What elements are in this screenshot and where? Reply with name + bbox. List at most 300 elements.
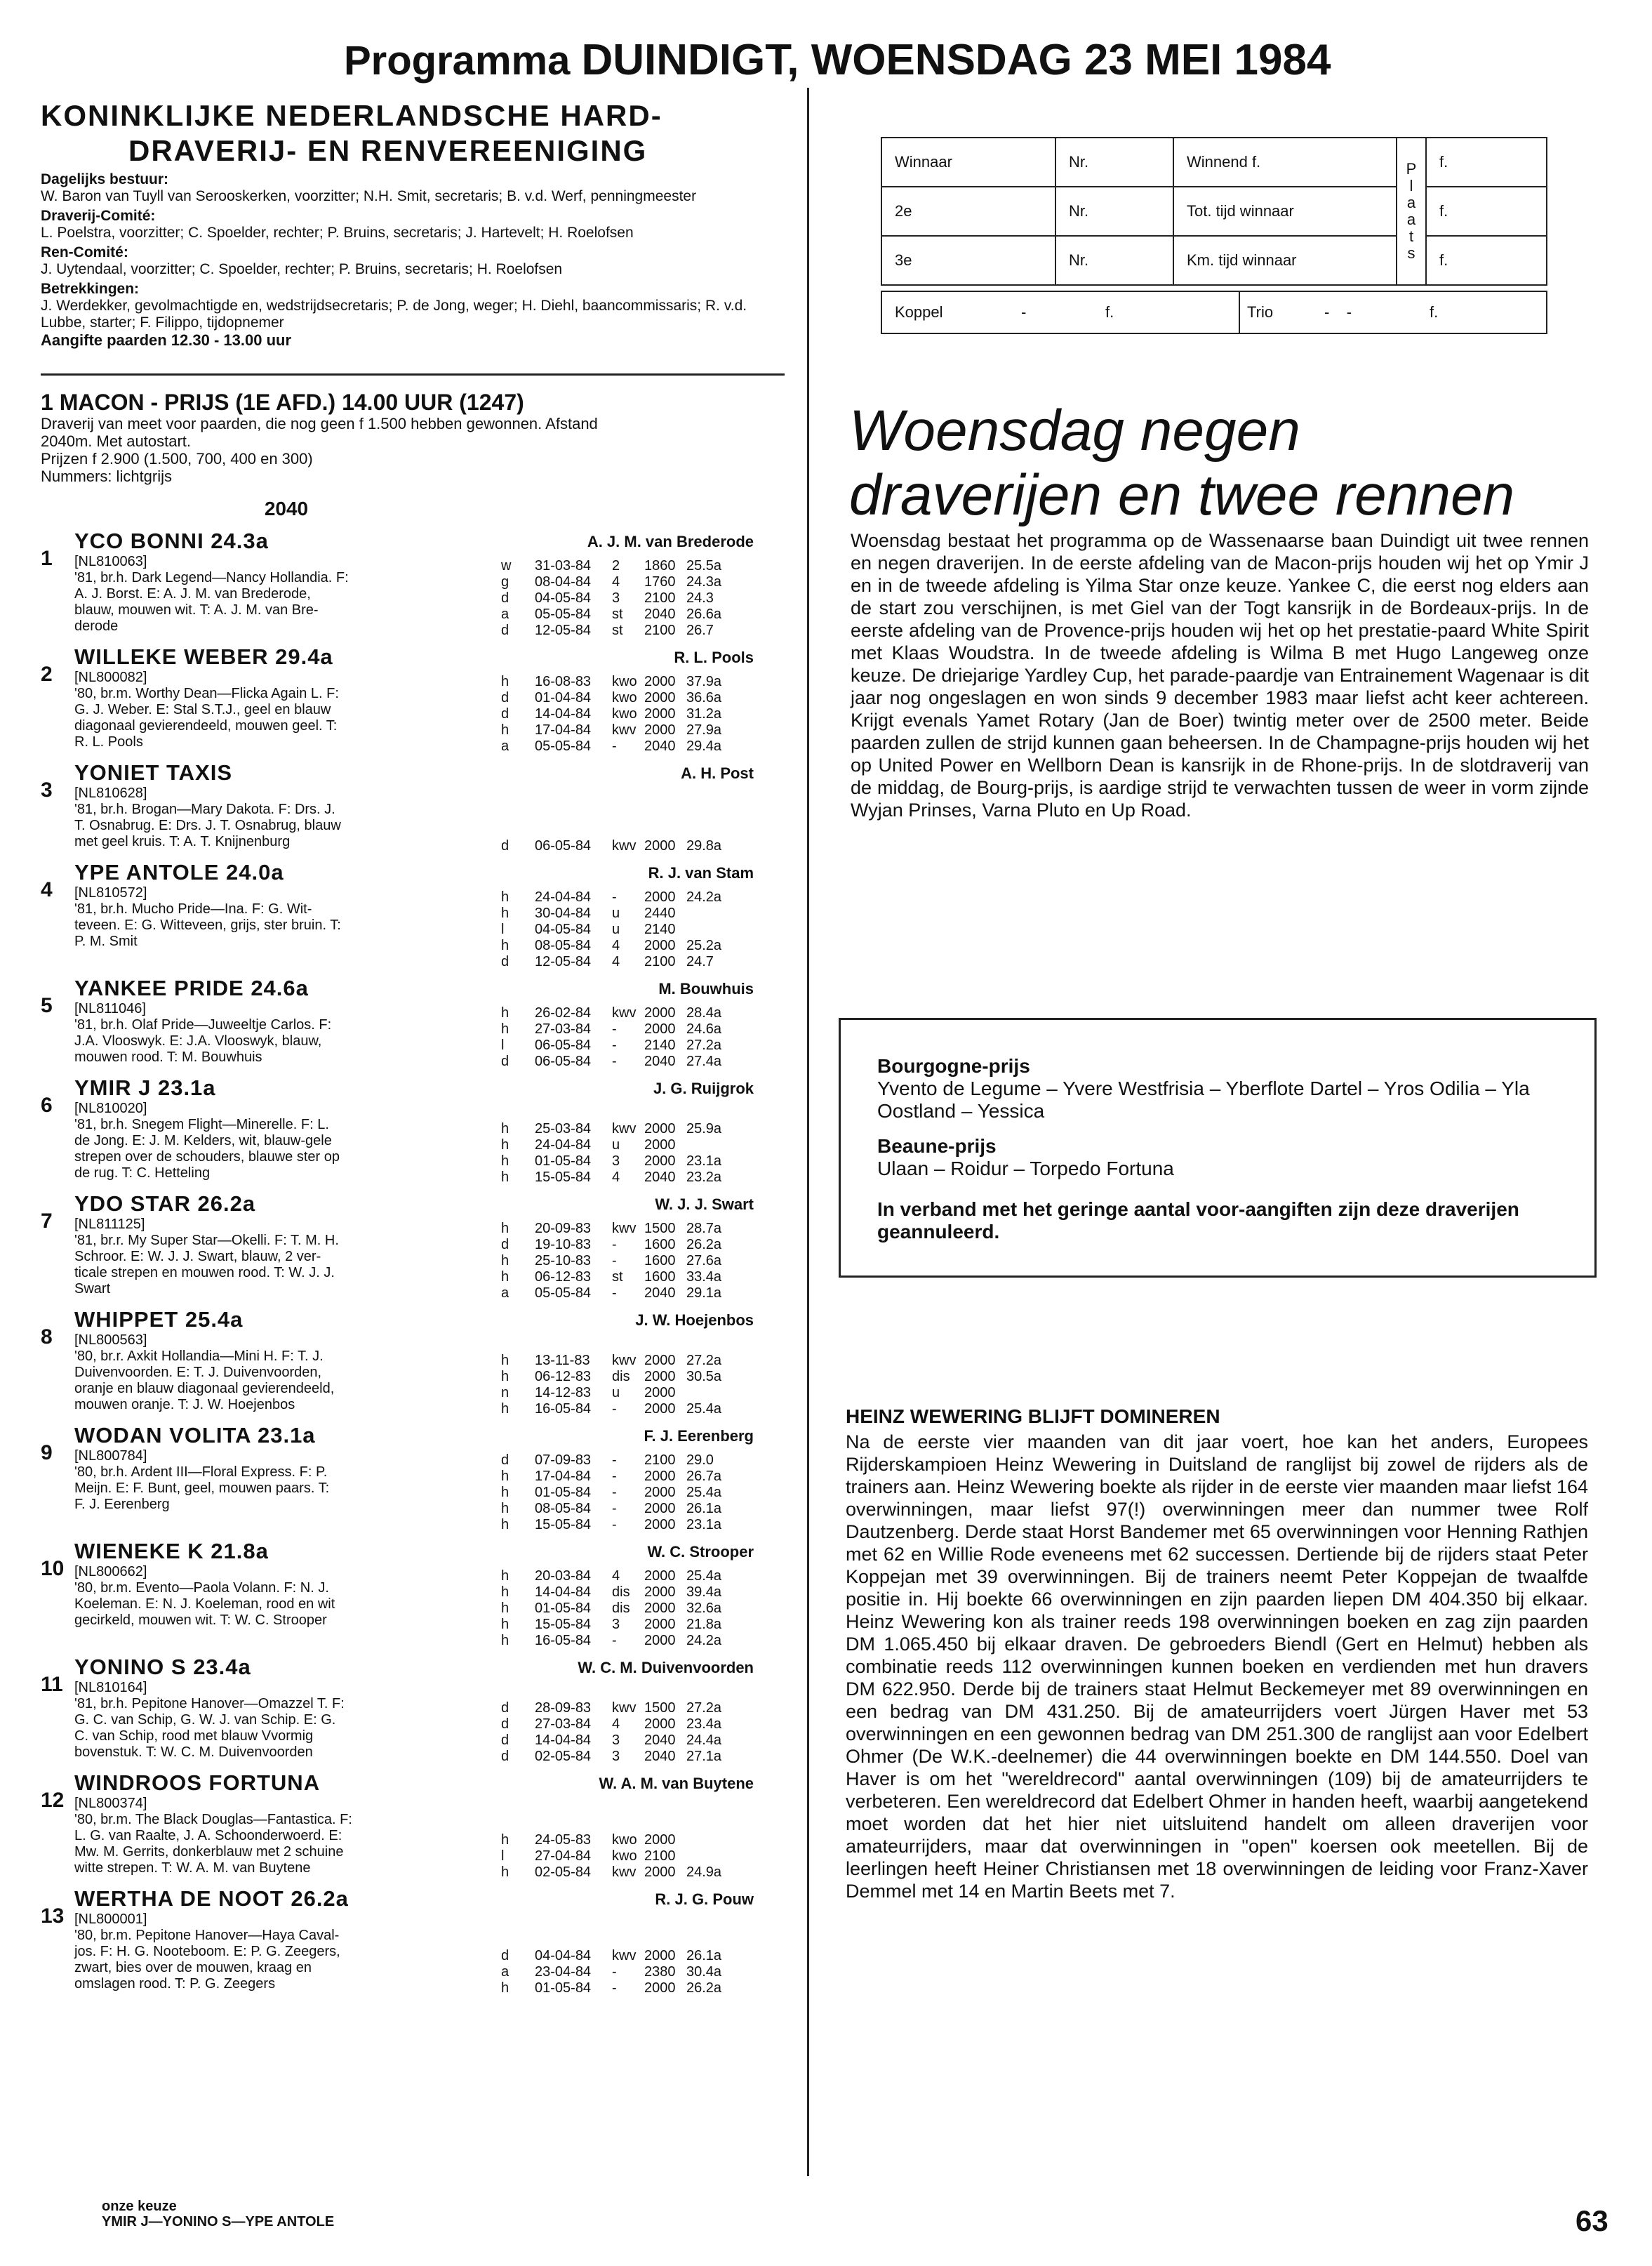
performance-cell: 2000 — [644, 1121, 676, 1137]
performance-row — [501, 838, 754, 854]
performance-cell: 27-04-84 — [535, 1848, 592, 1864]
performance-cell: 2000 — [644, 838, 676, 854]
performance-cell: 06-05-84 — [535, 1038, 592, 1053]
trio-label: Trio — [1247, 303, 1274, 321]
horse-entry — [41, 1886, 785, 1996]
performance-cell: 29.1a — [686, 1285, 722, 1301]
performance-cell: 26.2a — [686, 1237, 722, 1252]
performance-cell: h — [501, 1369, 509, 1384]
performance-cell: 2000 — [644, 1716, 676, 1732]
horse-performance — [501, 1655, 754, 1765]
performance-cell: 30.4a — [686, 1964, 722, 1980]
performance-cell: 32.6a — [686, 1601, 722, 1616]
performance-cell: h — [501, 889, 509, 905]
performance-cell: h — [501, 1584, 509, 1600]
performance-cell: l — [501, 1038, 505, 1053]
performance-cell: 2000 — [644, 1401, 676, 1417]
performance-cell: u — [612, 1137, 620, 1153]
perf-spacer — [501, 1214, 754, 1221]
performance-cell: kwo — [612, 1832, 637, 1848]
horse-performance — [501, 1886, 754, 1996]
performance-cell: 4 — [612, 1568, 620, 1584]
performance-cell: 25.2a — [686, 938, 722, 953]
performance-cell: 2 — [612, 558, 620, 574]
cancel-box — [839, 1018, 1597, 1278]
horse-info-line: '81, br.h. Dark Legend—Nancy Hollandia. F: — [74, 570, 349, 585]
horse-number: 12 — [41, 1789, 65, 1812]
performance-cell: h — [501, 1121, 509, 1137]
performance-cell: 06-12-83 — [535, 1269, 592, 1285]
plaats-label — [1397, 138, 1426, 285]
horse-performance — [501, 1539, 754, 1649]
horse-details — [74, 1423, 501, 1533]
performance-row — [501, 1568, 754, 1584]
horse-number: 5 — [41, 994, 53, 1017]
performance-row — [501, 938, 754, 954]
race-title: 1 MACON - PRIJS (1E AFD.) 14.00 UUR (1247) — [41, 390, 524, 415]
horse-entry — [41, 1539, 785, 1649]
performance-cell: 1760 — [644, 574, 676, 590]
performance-cell: u — [612, 1385, 620, 1400]
horse-name: WODAN VOLITA 23.1a — [74, 1423, 316, 1447]
performance-cell: 2000 — [644, 1633, 676, 1648]
horse-trainer: A. H. Post — [681, 764, 754, 782]
performance-cell: kwo — [612, 1848, 637, 1864]
bourgogne-title: Bourgogne-prijs — [877, 1055, 1030, 1077]
performance-cell: 17-04-84 — [535, 1469, 592, 1484]
performance-row — [501, 1353, 754, 1369]
perf-spacer — [501, 667, 754, 674]
horse-name: YMIR J 23.1a — [74, 1075, 216, 1100]
performance-cell: 25-03-84 — [535, 1121, 592, 1137]
performance-cell: 08-05-84 — [535, 1501, 592, 1516]
performance-cell: w — [501, 558, 512, 574]
performance-cell: h — [501, 1517, 509, 1532]
performance-cell: 30-04-84 — [535, 906, 592, 921]
horse-name: YONINO S 23.4a — [74, 1655, 251, 1679]
horse-details — [74, 1191, 501, 1301]
performance-cell: 02-05-84 — [535, 1864, 592, 1880]
performance-cell: kwv — [612, 1948, 637, 1963]
performance-row — [501, 1617, 754, 1633]
horse-info-line: Mw. M. Gerrits, donkerblauw met 2 schuine — [74, 1844, 344, 1860]
horse-info-line: '81, br.r. My Super Star—Okelli. F: T. M. H. — [74, 1233, 339, 1248]
performance-cell: 2000 — [644, 1153, 676, 1169]
performance-cell: 24.7 — [686, 954, 714, 969]
performance-cell: 2000 — [644, 1501, 676, 1516]
performance-cell: 26-02-84 — [535, 1005, 592, 1021]
horse-entry — [41, 1075, 785, 1186]
horse-number: 9 — [41, 1441, 53, 1464]
km-tijd-label: Km. tijd winnaar — [1173, 236, 1397, 285]
organization-name-line2: DRAVERIJ- EN RENVEREENIGING — [128, 134, 648, 167]
performance-cell: 2100 — [644, 623, 676, 638]
horse-performance — [501, 976, 754, 1070]
horse-entry — [41, 1655, 785, 1765]
performance-cell: 31-03-84 — [535, 558, 592, 574]
performance-cell: 02-05-84 — [535, 1749, 592, 1764]
performance-cell: kwv — [612, 1864, 637, 1880]
performance-cell: 2000 — [644, 1864, 676, 1880]
horse-details — [74, 860, 501, 970]
horse-info-line: '80, br.m. Worthy Dean—Flicka Again L. F: — [74, 686, 339, 701]
plaats-letter: s — [1407, 244, 1415, 262]
horse-trainer: M. Bouwhuis — [658, 980, 754, 998]
performance-row — [501, 1948, 754, 1964]
performance-row — [501, 1584, 754, 1601]
performance-row — [501, 1964, 754, 1980]
performance-cell: 2000 — [644, 1948, 676, 1963]
headline-line1: Woensdag negen — [849, 399, 1300, 463]
performance-cell: 2000 — [644, 1617, 676, 1632]
performance-cell: 2040 — [644, 738, 676, 754]
horse-info-line: '81, br.h. Brogan—Mary Dakota. F: Drs. J. — [74, 802, 335, 817]
performance-cell: 4 — [612, 1716, 620, 1732]
heinz-article-body: Na de eerste vier maanden van dit jaar voert, hoe kan het anders, Europees Rijderskampioen Heinz Wewering in Duitsland de ranglijst bij zowel de rijders als de trainers aan. Heinz Wewering boekte als rijder in de eerste vier maanden maar liefst 164 overwinningen, maar liefst 97(!) overwinningen meer dan nummer twee Rolf Dautzenberg. Derde staat Horst Bandemer met 65 overwinningen voor Henning Rathjen met 62 en Willie Rode eveneens met 62 successen. Dertiende bij de rijders staat Peter Koppejan met 39 overwinningen. Bij de trainers neemt Peter Koppejan de twaalfde positie in. Hij boekte 66 overwinningen en zijn paarden liepen DM 404.350 bij elkaar. Heinz Wewering kon als trainer reeds 198 overwinningen boeken en zag zijn paarden DM 1.065.450 bij elkaar draven. De gebroeders Biendl (Gert en Helmut) hebben als combinatie reeds 112 overwinningen kunnen boeken en verdienden met hun dravers DM 622.950. Derde bij de trainers staat Helmut Beckemeyer met 89 overwinningen en een bedrag van DM 431.250. Bij de amateurrijders voert Jürgen Haver met 53 overwinningen en een gewonnen bedrag van DM 251.300 de ranglijst aan voor Edelbert Ohmer (De W.K.-deelnemer) die 44 overwinningen boekte en DM 144.550. Doel van Haver is om het "wereldrecord" aantal overwinningen (109) bij de amateurrijders te verbeteren. Een wereldrecord dat Edelbert Ohmer in handen heeft, waarbij aangetekend moet worden dat het hier niet uitsluitend handelt om alleen draverijen voor amateurrijders, maar dat overwinningen in "open" koersen ook meetellen. Bij de leerlingen heeft Heiner Christiansen met 18 overwinningen de leiding voor Franz-Xaver Demmel met 14 en Martin Beets met 7. — [846, 1431, 1588, 1902]
horse-details — [74, 644, 501, 755]
horse-info-line: J.A. Vlooswyk. E: J.A. Vlooswyk, blauw, — [74, 1033, 322, 1049]
horse-info-line: '81, br.h. Mucho Pride—Ina. F: G. Wit- — [74, 901, 312, 917]
performance-cell: 26.1a — [686, 1501, 722, 1516]
performance-row — [501, 607, 754, 623]
performance-cell: 2440 — [644, 906, 676, 921]
performance-cell: 2040 — [644, 1285, 676, 1301]
horse-info-line: Koeleman. E: N. J. Koeleman, rood en wit — [74, 1596, 335, 1612]
perf-spacer — [501, 1677, 754, 1700]
race-info-line: Prijzen f 2.900 (1.500, 700, 400 en 300) — [41, 450, 313, 468]
plaats-letter: t — [1408, 227, 1414, 245]
performance-cell: h — [501, 1269, 509, 1285]
perf-spacer — [501, 1098, 754, 1121]
section-divider — [41, 373, 785, 376]
horse-entry — [41, 644, 785, 755]
horse-info-line: '80, br.m. The Black Douglas—Fantastica. F: — [74, 1812, 352, 1827]
performance-cell: 23.4a — [686, 1716, 722, 1732]
performance-row — [501, 1864, 754, 1881]
performance-row — [501, 722, 754, 738]
performance-cell: 24.4a — [686, 1732, 722, 1748]
performance-cell: 14-04-84 — [535, 1732, 592, 1748]
horse-info-line: met geel kruis. T: A. T. Knijnenburg — [74, 834, 291, 849]
performance-cell: 24.6a — [686, 1021, 722, 1037]
performance-cell: h — [501, 1568, 509, 1584]
horse-info-line: Schroor. E: W. J. J. Swart, blauw, 2 ver- — [74, 1249, 321, 1264]
horse-info-line: Meijn. E: F. Bunt, geel, mouwen paars. T: — [74, 1480, 330, 1496]
performance-cell: 4 — [612, 938, 620, 953]
performance-cell: h — [501, 1601, 509, 1616]
performance-cell: 16-08-83 — [535, 674, 592, 689]
performance-cell: 16-05-84 — [535, 1401, 592, 1417]
horse-entry — [41, 1191, 785, 1301]
horse-info-line: de Jong. E: J. M. Kelders, wit, blauw-gele — [74, 1133, 332, 1148]
performance-row — [501, 574, 754, 590]
performance-cell: h — [501, 1021, 509, 1037]
performance-row — [501, 1021, 754, 1038]
bourgogne-horses: Yvento de Legume – Yvere Westfrisia – Yberflote Dartel – Yros Odilia – Yla Oostland – Yessica — [877, 1078, 1530, 1122]
performance-cell: 04-05-84 — [535, 922, 592, 937]
performance-cell: 2040 — [644, 1749, 676, 1764]
horse-info-line: [NL810164] — [74, 1680, 147, 1695]
performance-cell: h — [501, 1633, 509, 1648]
performance-cell: h — [501, 1864, 509, 1880]
org-section-label: Betrekkingen: — [41, 281, 140, 297]
horse-info-line: strepen over de schouders, blauwe ster op — [74, 1149, 340, 1165]
page-title — [344, 35, 1331, 85]
horse-details — [74, 1886, 501, 1996]
performance-row — [501, 1137, 754, 1153]
performance-cell: 06-12-83 — [535, 1369, 592, 1384]
horse-info-line: '80, br.h. Ardent III—Floral Express. F: P. — [74, 1464, 328, 1480]
performance-cell: st — [612, 1269, 623, 1285]
horse-info-line: [NL800563] — [74, 1332, 147, 1348]
performance-cell: 19-10-83 — [535, 1237, 592, 1252]
horse-name: WINDROOS FORTUNA — [74, 1770, 321, 1795]
performance-cell: kwo — [612, 706, 637, 722]
performance-cell: 1600 — [644, 1237, 676, 1252]
performance-cell: 2000 — [644, 1021, 676, 1037]
horse-info-line: [NL800374] — [74, 1796, 147, 1811]
horse-trainer: W. C. M. Duivenvoorden — [578, 1659, 754, 1676]
performance-cell — [686, 906, 735, 922]
performance-cell: - — [612, 889, 617, 905]
horse-performance — [501, 760, 754, 854]
horse-info-line: omslagen rood. T: P. G. Zeegers — [74, 1976, 276, 1992]
performance-cell: d — [501, 954, 509, 969]
org-section-text: L. Poelstra, voorzitter; C. Spoelder, rechter; P. Bruins, secretaris; J. Hartevelt; H. Roelofsen — [41, 225, 634, 241]
horse-trainer: W. A. M. van Buytene — [599, 1775, 754, 1792]
performance-cell: 01-05-84 — [535, 1153, 592, 1169]
performance-cell: 24.9a — [686, 1864, 722, 1880]
horse-info-line: [NL810628] — [74, 786, 147, 801]
performance-cell: d — [501, 1948, 509, 1963]
race-distance: 2040 — [264, 498, 309, 519]
performance-cell: 3 — [612, 590, 620, 606]
headline-line2: draverijen en twee rennen — [849, 463, 1515, 527]
horse-info-line: [NL800784] — [74, 1448, 147, 1464]
horse-info-line: C. van Schip, rood met blauw Vvormig — [74, 1728, 314, 1744]
koppel-f: f. — [1105, 291, 1240, 333]
performance-cell: 27-03-84 — [535, 1716, 592, 1732]
performance-cell: 20-09-83 — [535, 1221, 592, 1236]
performance-cell: st — [612, 607, 623, 622]
performance-cell: kwv — [612, 838, 637, 854]
performance-cell: a — [501, 1964, 509, 1980]
performance-cell: 24.2a — [686, 1633, 722, 1648]
performance-cell: - — [612, 1469, 617, 1484]
koppel-label: Koppel — [895, 303, 943, 321]
performance-cell: 2000 — [644, 1385, 676, 1400]
koppel-dash: - — [1021, 303, 1027, 321]
performance-cell: 27.2a — [686, 1038, 722, 1053]
performance-cell: 2000 — [644, 1369, 676, 1384]
performance-cell: d — [501, 1732, 509, 1748]
race-info-line: Nummers: lichtgrijs — [41, 468, 173, 485]
performance-cell: 3 — [612, 1732, 620, 1748]
performance-cell: d — [501, 1054, 509, 1069]
performance-cell: n — [501, 1385, 509, 1400]
horse-entry — [41, 1770, 785, 1881]
performance-cell: 04-04-84 — [535, 1948, 592, 1963]
heinz-article-title: HEINZ WEWERING BLIJFT DOMINEREN — [846, 1405, 1220, 1427]
performance-cell: - — [612, 1285, 617, 1301]
performance-cell: 28-09-83 — [535, 1700, 592, 1716]
performance-cell: 25.4a — [686, 1485, 722, 1500]
performance-cell: 2000 — [644, 1137, 676, 1153]
horse-info-line: '81, br.h. Snegem Flight—Minerelle. F: L. — [74, 1117, 329, 1132]
perf-spacer — [501, 882, 754, 889]
performance-cell: d — [501, 1237, 509, 1252]
performance-cell: 26.2a — [686, 1980, 722, 1996]
performance-row — [501, 1848, 754, 1864]
performance-cell: kwv — [612, 1005, 637, 1021]
perf-spacer — [501, 1793, 754, 1832]
performance-cell: 2000 — [644, 1980, 676, 1996]
performance-cell: h — [501, 1353, 509, 1368]
performance-cell: - — [612, 1964, 617, 1980]
performance-cell: 24.3a — [686, 574, 722, 590]
tweede-label: 2e — [881, 187, 1055, 236]
performance-cell: 2000 — [644, 1353, 676, 1368]
performance-cell: 27-03-84 — [535, 1021, 592, 1037]
performance-cell: 3 — [612, 1617, 620, 1632]
horse-details — [74, 529, 501, 639]
horse-entry — [41, 976, 785, 1070]
performance-cell: dis — [612, 1601, 630, 1616]
winnaar-label: Winnaar — [881, 138, 1055, 187]
performance-cell: d — [501, 690, 509, 705]
performance-cell: 26.1a — [686, 1948, 722, 1963]
performance-cell: 28.4a — [686, 1005, 722, 1021]
horse-performance — [501, 1191, 754, 1301]
performance-cell: 4 — [612, 1170, 620, 1185]
performance-cell: 20-03-84 — [535, 1568, 592, 1584]
performance-row — [501, 1385, 754, 1401]
performance-cell: 30.5a — [686, 1369, 722, 1384]
horse-performance — [501, 644, 754, 755]
performance-cell: h — [501, 1617, 509, 1632]
performance-cell: 15-05-84 — [535, 1170, 592, 1185]
performance-row — [501, 558, 754, 574]
performance-cell: 2040 — [644, 1170, 676, 1185]
performance-cell: 05-05-84 — [535, 607, 592, 622]
koppel-trio-row — [881, 291, 1547, 334]
performance-row — [501, 1253, 754, 1269]
performance-cell: 25.4a — [686, 1401, 722, 1417]
horse-name: YONIET TAXIS — [74, 760, 233, 785]
perf-spacer — [501, 998, 754, 1005]
performance-cell: u — [612, 906, 620, 921]
page-title-prefix: Programma — [344, 38, 582, 84]
performance-cell: - — [612, 1501, 617, 1516]
performance-cell: 2140 — [644, 1038, 676, 1053]
perf-spacer — [501, 1561, 754, 1568]
horse-name: YCO BONNI 24.3a — [74, 529, 269, 553]
organization-block — [41, 98, 785, 350]
org-section-text: J. Uytendaal, voorzitter; C. Spoelder, rechter; P. Bruins, secretaris; H. Roelofsen — [41, 261, 563, 277]
performance-row — [501, 1601, 754, 1617]
performance-row — [501, 1170, 754, 1186]
performance-cell: dis — [612, 1369, 630, 1384]
performance-cell: 39.4a — [686, 1584, 722, 1600]
horse-name: YDO STAR 26.2a — [74, 1191, 256, 1216]
performance-cell: 01-05-84 — [535, 1485, 592, 1500]
horse-number: 11 — [41, 1673, 63, 1696]
horse-details — [74, 1539, 501, 1649]
performance-cell: 3 — [612, 1153, 620, 1169]
horse-info-line: L. G. van Raalte, J. A. Schoonderwoerd. E: — [74, 1828, 342, 1843]
performance-cell: 08-05-84 — [535, 938, 592, 953]
performance-cell: 26.6a — [686, 607, 722, 622]
horse-entry — [41, 860, 785, 970]
performance-cell: 01-05-84 — [535, 1601, 592, 1616]
performance-row — [501, 738, 754, 755]
trio-dashes: - - — [1324, 303, 1352, 321]
horse-performance — [501, 529, 754, 639]
performance-cell: 33.4a — [686, 1269, 722, 1285]
performance-cell: - — [612, 1021, 617, 1037]
performance-row — [501, 1121, 754, 1137]
race-info — [41, 415, 785, 485]
performance-cell: 25.5a — [686, 558, 722, 574]
performance-row — [501, 1749, 754, 1765]
perf-spacer — [501, 551, 754, 558]
performance-cell: - — [612, 1452, 617, 1468]
horse-info-line: T. Osnabrug. E: Drs. J. T. Osnabrug, blauw — [74, 818, 341, 833]
performance-cell: 27.2a — [686, 1353, 722, 1368]
f-label-3: f. — [1426, 236, 1547, 285]
performance-row — [501, 1038, 754, 1054]
horse-info-line: G. C. van Schip, G. W. J. van Schip. E: G. — [74, 1712, 336, 1728]
horse-performance — [501, 860, 754, 970]
horse-details — [74, 1307, 501, 1417]
performance-cell: 31.2a — [686, 706, 722, 722]
horse-info-line: Swart — [74, 1281, 111, 1297]
performance-cell: d — [501, 623, 509, 638]
horse-info-line: derode — [74, 618, 119, 634]
performance-cell: 14-12-83 — [535, 1385, 592, 1400]
performance-cell: 07-09-83 — [535, 1452, 592, 1468]
performance-cell: 2000 — [644, 706, 676, 722]
horse-trainer: F. J. Eerenberg — [644, 1427, 754, 1445]
tot-tijd-label: Tot. tijd winnaar — [1173, 187, 1397, 236]
horse-info-line: bovenstuk. T: W. C. M. Duivenvoorden — [74, 1744, 313, 1760]
horse-performance — [501, 1307, 754, 1417]
performance-cell: h — [501, 1980, 509, 1996]
organization-sections — [41, 171, 785, 331]
performance-cell: 17-04-84 — [535, 722, 592, 738]
performance-cell: 06-05-84 — [535, 1054, 592, 1069]
performance-cell: 1600 — [644, 1269, 676, 1285]
performance-cell: 2100 — [644, 954, 676, 969]
performance-cell: 2040 — [644, 607, 676, 622]
organization-name-line1: KONINKLIJKE NEDERLANDSCHE HARD- — [41, 99, 662, 132]
aangifte-text: Aangifte paarden 12.30 - 13.00 uur — [41, 331, 292, 349]
performance-cell: - — [612, 1485, 617, 1500]
performance-cell: kwv — [612, 722, 637, 738]
performance-cell: d — [501, 1716, 509, 1732]
performance-cell: 2000 — [644, 1485, 676, 1500]
performance-cell: 36.6a — [686, 690, 722, 705]
performance-row — [501, 1237, 754, 1253]
article-headline — [849, 399, 1514, 528]
horse-info-line: '81, br.h. Pepitone Hanover—Omazzel T. F: — [74, 1696, 345, 1711]
performance-cell: d — [501, 1700, 509, 1716]
performance-cell: kwv — [612, 1353, 637, 1368]
performance-cell: - — [612, 1980, 617, 1996]
horse-list — [41, 529, 785, 1996]
horse-info-line: R. L. Pools — [74, 734, 143, 750]
performance-cell: 2000 — [644, 938, 676, 953]
